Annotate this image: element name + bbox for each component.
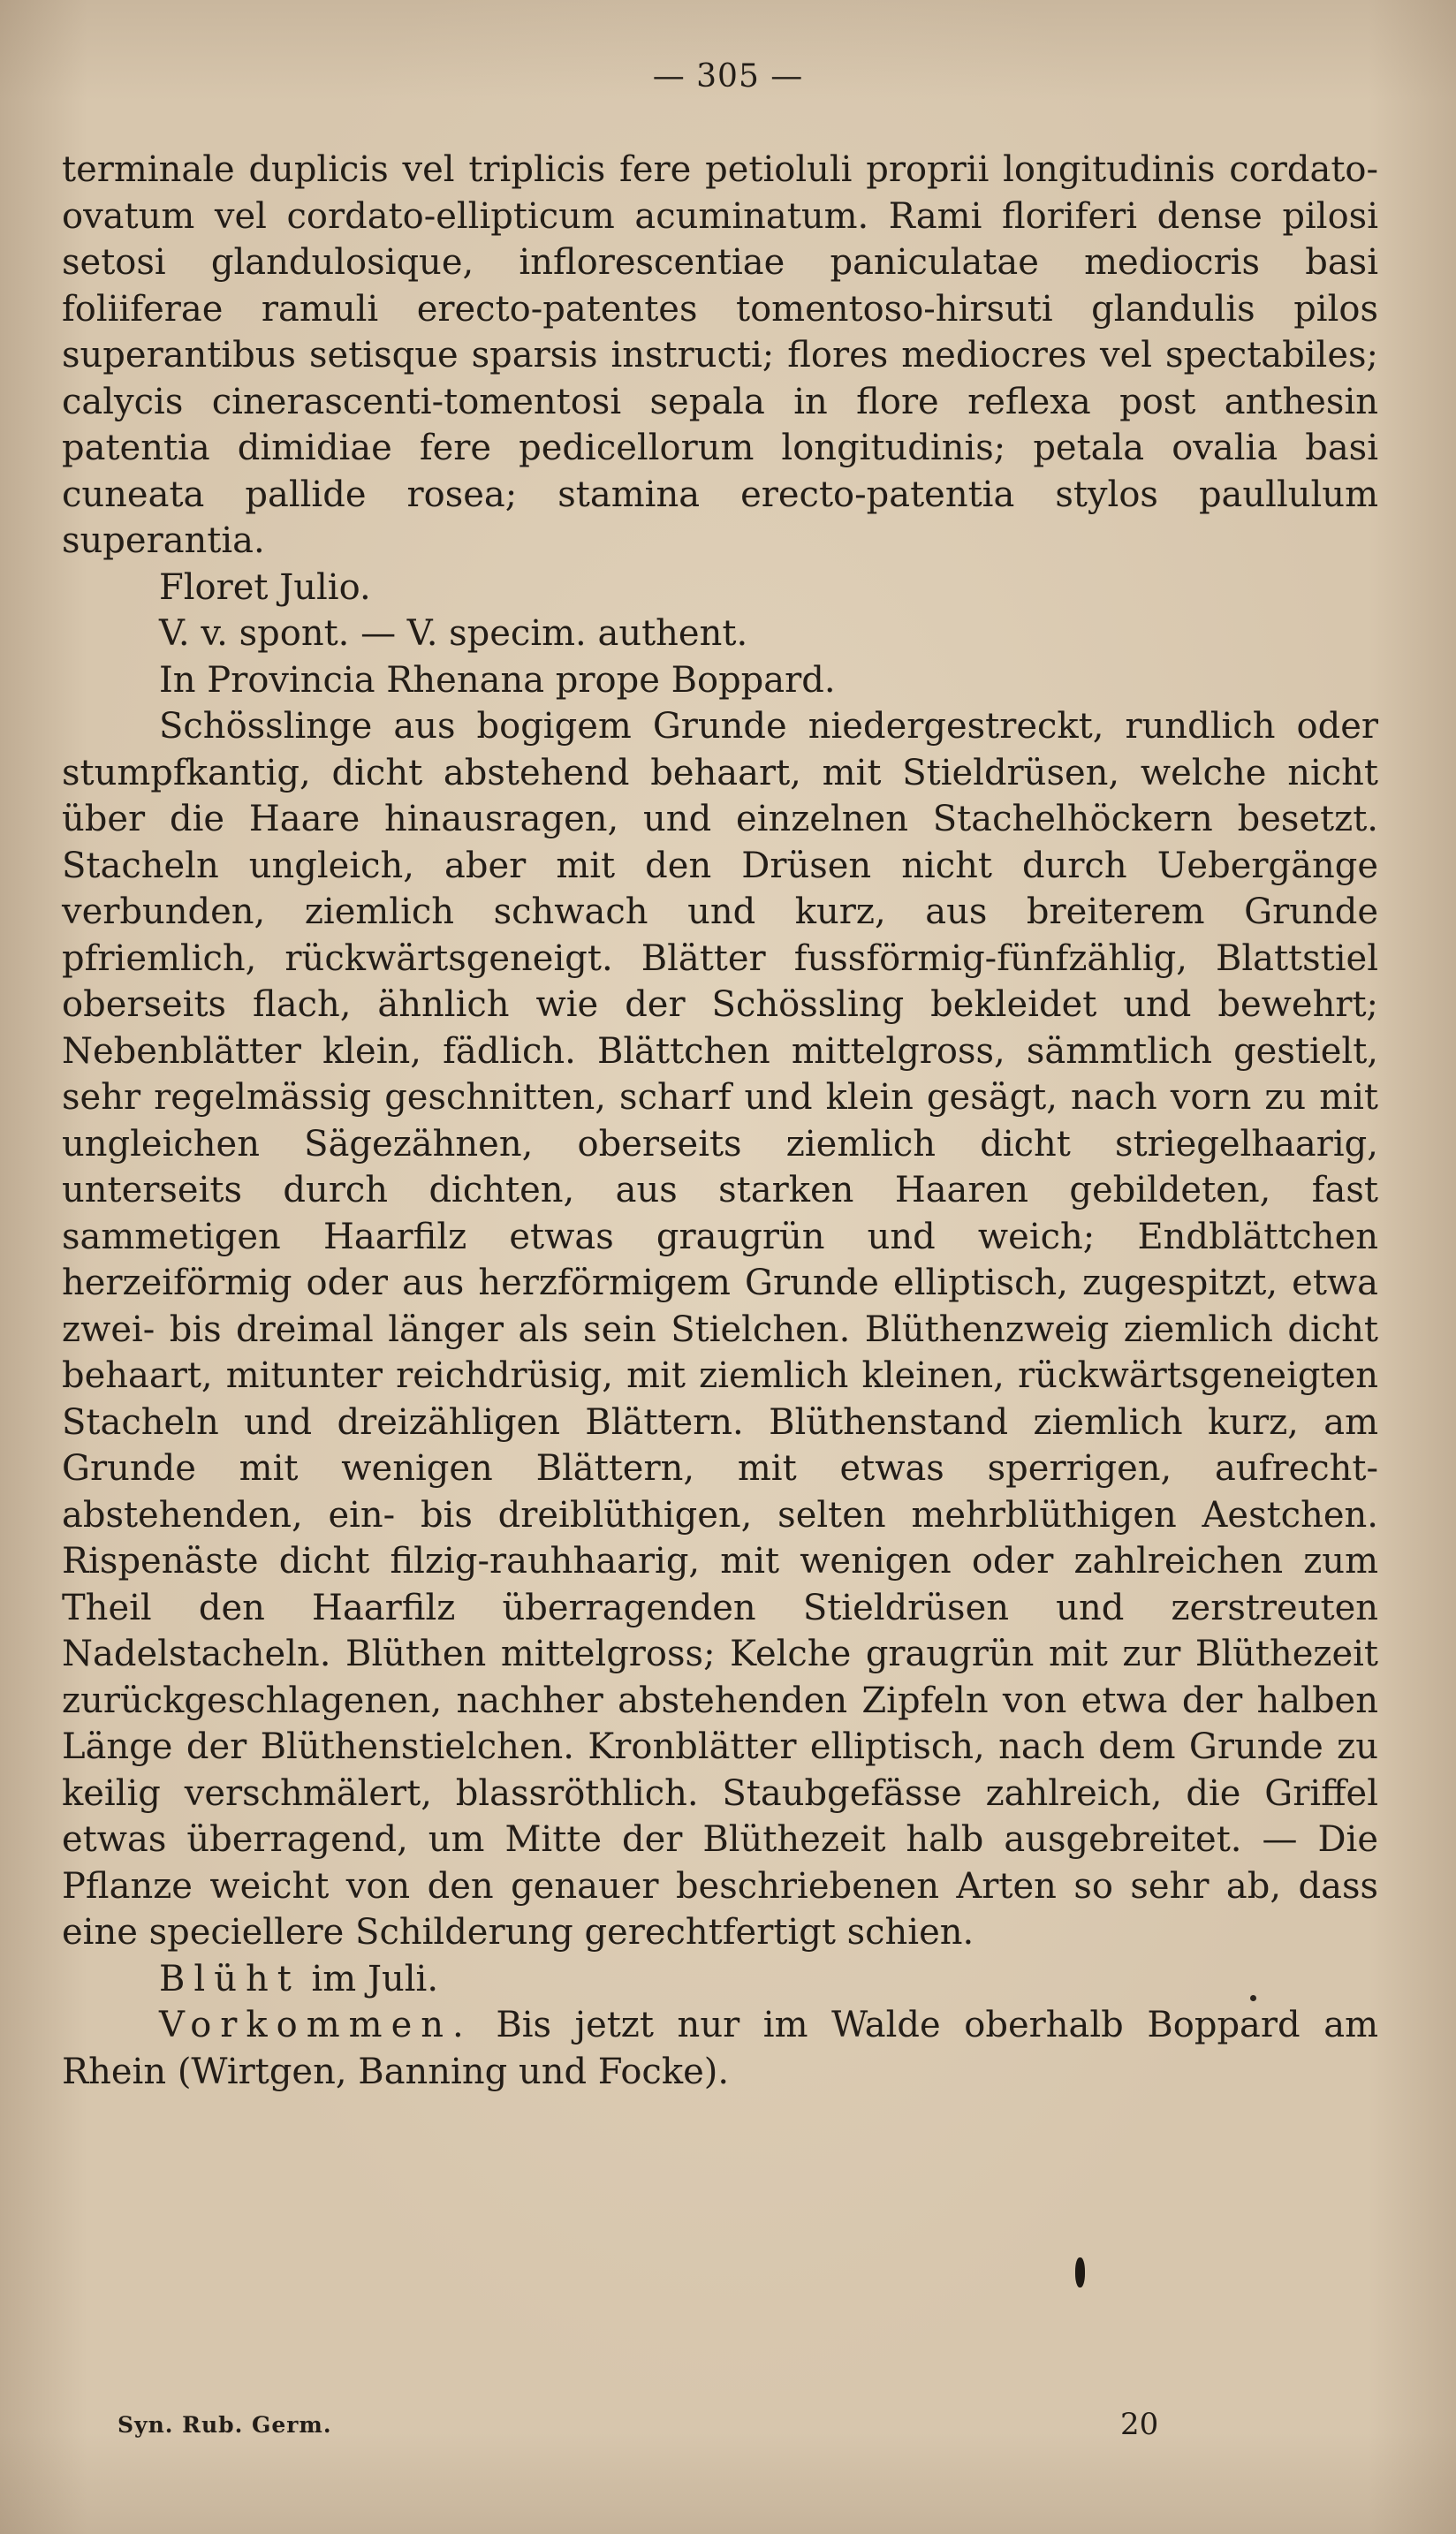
flowering-time-latin: Floret Julio.: [159, 566, 371, 608]
bluht-text: im Juli.: [300, 1958, 439, 1999]
ink-dot: [1250, 1995, 1256, 2001]
page-number-header: — 305 —: [652, 58, 804, 95]
latin-description-paragraph: terminale duplicis vel triplicis fere petioluli proprii longitudinis cordato-ovatum vel cordato-ellipticum acuminatum. Rami floriferi dense pilosi setosi glandulosique, inflorescentiae paniculatae mediocris basi foliiferae ramuli erecto-patentes tomentoso-hirsuti glandulis pilos superantibus setisque sparsis instructi; flores mediocres vel spectabiles; calycis cinerascenti-tomentosi sepala in flore reflexa post anthesin patentia dimidiae fere pedicellorum longitudinis; petala ovalia basi cuneata pallide rosea; stamina erecto-patentia stylos paullulum superantia.: [62, 149, 1378, 561]
bluht-label: Blüht: [159, 1958, 300, 1999]
locality-latin: In Provincia Rhenana prope Boppard.: [159, 659, 836, 701]
german-description-paragraph: Schösslinge aus bogigem Grunde niedergestreckt, rundlich oder stumpfkantig, dicht abstehend behaart, mit Stieldrüsen, welche nicht über die Haare hinausragen, und einzelnen Stachelhöckern besetzt. Stacheln ungleich, aber mit den Drüsen nicht durch Uebergänge verbunden, ziemlich schwach und kurz, aus breiterem Grunde pfriemlich, rückwärtsgeneigt. Blätter fussförmig-fünfzählig, Blattstiel oberseits flach, ähnlich wie der Schössling bekleidet und bewehrt; Nebenblätter klein, fädlich. Blättchen mittelgross, sämmtlich gestielt, sehr regelmässig geschnitten, scharf und klein gesägt, nach vorn zu mit ungleichen Sägezähnen, oberseits ziemlich dicht striegelhaarig, unterseits durch dichten, aus starken Haaren gebildeten, fast sammetigen Haarfilz etwas graugrün und weich; Endblättchen herzeiförmig oder aus herzförmigem Grunde elliptisch, zugespitzt, etwa zwei- bis dreimal länger als sein Stielchen. Blüthenzweig ziemlich dicht behaart, mitunter reichdrüsig, mit ziemlich kleinen, rückwärtsgeneigten Stacheln und dreizähligen Blättern. Blüthenstand ziemlich kurz, am Grunde mit wenigen Blättern, mit etwas sperrigen, aufrecht-abstehenden, ein- bis dreiblüthigen, selten mehrblüthigen Aestchen. Rispenäste dicht filzig-rauhhaarig, mit wenigen oder zahlreichen zum Theil den Haarfilz überragenden Stieldrüsen und zerstreuten Nadelstacheln. Blüthen mittelgross; Kelche graugrün mit zur Blüthezeit zurückgeschlagenen, nachher abstehenden Zipfeln von etwa der halben Länge der Blüthenstielchen. Kronblätter elliptisch, nach dem Grunde zu keilig verschmälert, blassröthlich. Staubgefässe zahlreich, die Griffel etwas überragend, um Mitte der Blüthezeit halb ausgebreitet. — Die Pflanze weicht von den genauer beschriebenen Arten so sehr ab, dass eine speciellere Schilderung gerechtfertigt schien.: [62, 706, 1378, 1953]
page-footer: [0, 2407, 1456, 2447]
signature-mark: Syn. Rub. Germ.: [118, 2412, 332, 2438]
specimen-note: V. v. spont. — V. specim. authent.: [159, 613, 748, 654]
body-text: [62, 147, 1378, 2095]
ink-spot: [1075, 2257, 1085, 2287]
vorkommen-text: Bis jetzt nur im Walde oberhalb Boppard am Rhein (Wirtgen, Banning und Focke).: [62, 2005, 1378, 2092]
signature-folio: 20: [1120, 2407, 1159, 2442]
flowering-time-german: [62, 1956, 1378, 2003]
vorkommen-label: Vorkommen.: [159, 2005, 473, 2045]
occurrence-paragraph: [62, 2002, 1378, 2095]
